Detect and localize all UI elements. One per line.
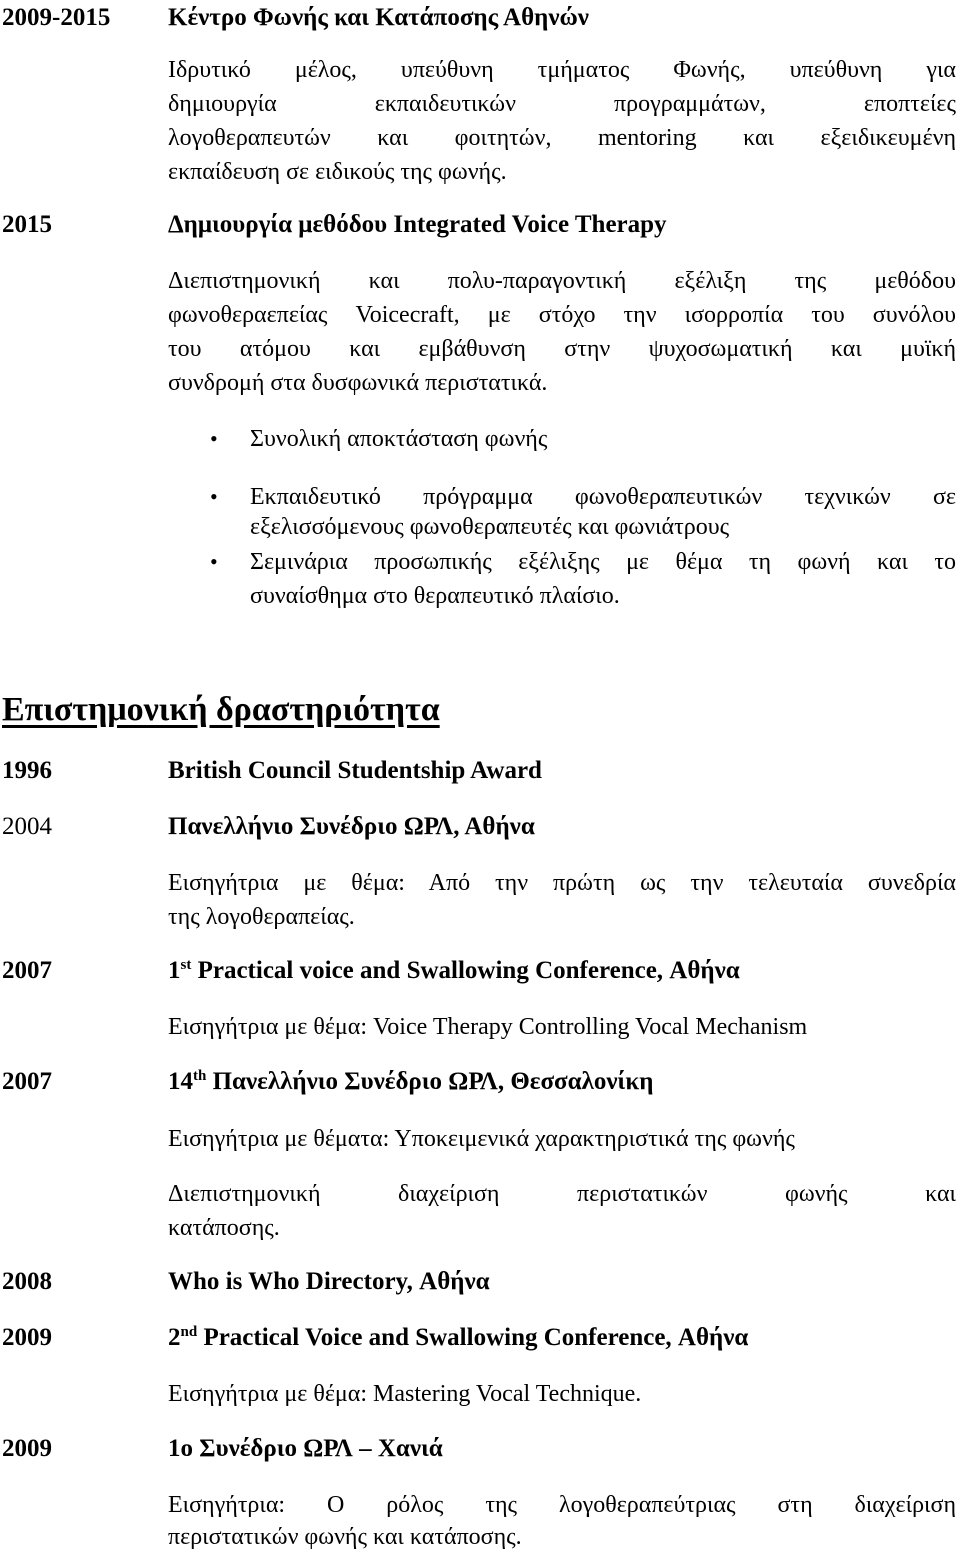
entry-title	[168, 1067, 653, 1097]
entry-title-center: Κέντρο Φωνής και Κατάποσης Αθηνών	[168, 4, 589, 31]
entry-title: Who is Who Directory, Αθήνα	[168, 1268, 490, 1295]
entry-year: 2009	[2, 1324, 52, 1351]
year-2015: 2015	[2, 211, 52, 238]
title-text: Practical voice and Swallowing Conference, Αθήνα	[191, 957, 740, 984]
entry-year: 2007	[2, 1068, 52, 1095]
desc-line: Διεπιστημονική και πολυ-παραγοντική εξέλιξη της μεθόδου	[168, 268, 956, 294]
bullet-item: Συνολική αποκτάσταση φωνής	[250, 426, 548, 452]
entry-year: 2004	[2, 813, 52, 840]
entry-sub: της λογοθεραπείας.	[168, 904, 355, 930]
entry-sub: κατάποσης.	[168, 1215, 280, 1241]
desc-line: εκπαίδευση σε ειδικούς της φωνής.	[168, 159, 507, 185]
desc-line: Ιδρυτικό μέλος, υπεύθυνη τμήματος Φωνής, υπεύθυνη για	[168, 57, 956, 83]
entry-title-method: Δημιουργία μεθόδου Integrated Voice Therapy	[168, 211, 667, 238]
period-2009-2015: 2009-2015	[2, 4, 111, 31]
bullet-icon: •	[210, 549, 218, 574]
entry-title: British Council Studentship Award	[168, 757, 542, 784]
entry-year: 1996	[2, 757, 52, 784]
entry-year: 2007	[2, 957, 52, 984]
title-ordinal: nd	[180, 1324, 198, 1340]
desc-line: συνδρομή στα δυσφωνικά περιστατικά.	[168, 370, 548, 396]
entry-title: Πανελλήνιο Συνέδριο ΩΡΛ, Αθήνα	[168, 813, 535, 840]
entry-sub: Εισηγήτρια με θέμα: Από την πρώτη ως την τελευταία συνεδρία	[168, 870, 956, 896]
entry-title	[168, 956, 740, 986]
desc-line: λογοθεραπευτών και φοιτητών, mentoring και εξειδικευμένη	[168, 125, 956, 151]
bullet-icon: •	[210, 484, 218, 509]
title-number: 1	[168, 957, 181, 984]
desc-line: του ατόμου και εμβάθυνση στην ψυχοσωματική και μυϊκή	[168, 336, 956, 362]
title-text: Practical Voice and Swallowing Conference, Αθήνα	[197, 1324, 749, 1351]
desc-line: φωνοθεραεπείας Voicecraft, με στόχο την ισορροπία του συνόλου	[168, 302, 956, 328]
entry-year: 2008	[2, 1268, 52, 1295]
entry-sub: Εισηγήτρια με θέματα: Υποκειμενικά χαρακτηριστικά της φωνής	[168, 1126, 795, 1152]
entry-title: 1ο Συνέδριο ΩΡΛ – Χανιά	[168, 1435, 443, 1462]
title-ordinal: st	[180, 957, 192, 973]
title-number: 14	[168, 1068, 193, 1095]
entry-title	[168, 1323, 748, 1353]
title-text: Πανελλήνιο Συνέδριο ΩΡΛ, Θεσσαλονίκη	[206, 1068, 654, 1095]
bullet-item-cont: εξελισσόμενους φωνοθεραπευτές και φωνιάτρους	[250, 514, 730, 540]
title-ordinal: th	[193, 1068, 207, 1084]
entry-sub: Εισηγήτρια: Ο ρόλος της λογοθεραπεύτριας στη διαχείριση	[168, 1492, 956, 1518]
section-heading: Επιστημονική δραστηριότητα	[2, 691, 440, 728]
entry-sub: Εισηγήτρια με θέμα: Voice Therapy Controlling Vocal Mechanism	[168, 1014, 808, 1040]
bullet-item: Σεμινάρια προσωπικής εξέλιξης με θέμα τη φωνή και το	[250, 549, 956, 575]
bullet-icon: •	[210, 426, 218, 451]
desc-line: δημιουργία εκπαιδευτικών προγραμμάτων, εποπτείες	[168, 91, 956, 117]
entry-year: 2009	[2, 1435, 52, 1462]
title-number: 2	[168, 1324, 181, 1351]
entry-sub: Διεπιστημονική διαχείριση περιστατικών φωνής και	[168, 1181, 956, 1207]
bullet-item: Εκπαιδευτικό πρόγραμμα φωνοθεραπευτικών τεχνικών σε	[250, 484, 956, 510]
entry-sub: Εισηγήτρια με θέμα: Mastering Vocal Technique.	[168, 1381, 642, 1407]
bullet-item-cont: συναίσθημα στο θεραπευτικό πλαίσιο.	[250, 583, 620, 609]
entry-sub: περιστατικών φωνής και κατάποσης.	[168, 1524, 522, 1550]
